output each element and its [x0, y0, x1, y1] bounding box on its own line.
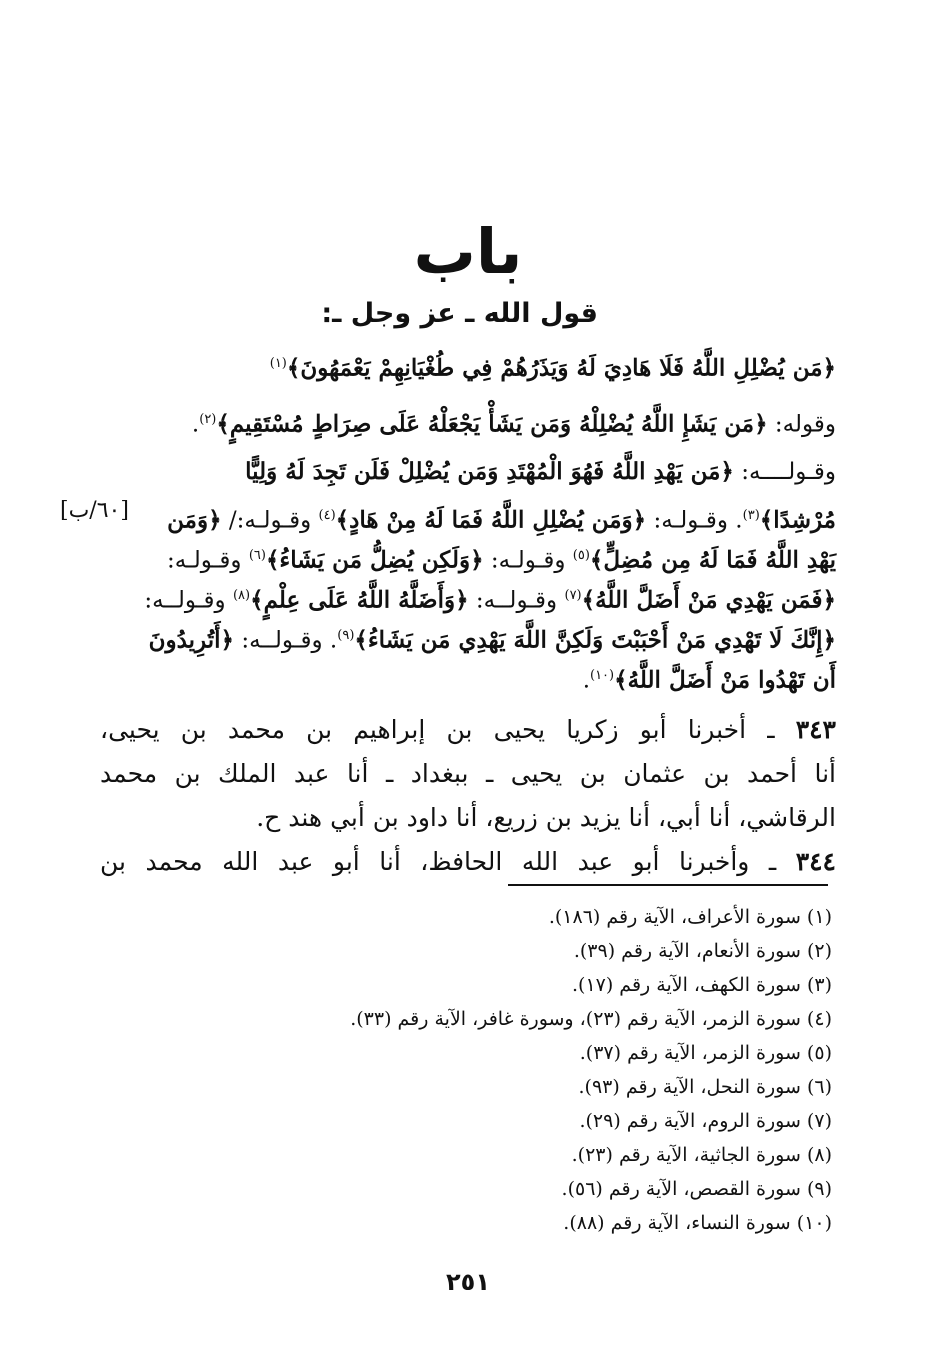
hadith-line: أنا أحمد بن عثمان بن يحيى ـ ببغداد ـ أنا عبد الملك بن محمد — [100, 759, 836, 788]
quran-verse: ﴿أَتُرِيدُونَ — [148, 626, 235, 654]
footnote: (٤) سورة الزمر، الآية رقم (٢٣)، وسورة غافر، الآية رقم (٣٣). — [350, 1008, 832, 1030]
footnote-marker: (٧) — [564, 588, 582, 603]
hadith-text: ـ أخبرنا أبو زكريا يحيى بن إبراهيم بن محمد بن يحيى، — [100, 715, 796, 744]
footnote-marker: (٢) — [199, 412, 217, 427]
quran-verse: يَهْدِ اللَّهُ فَمَا لَهُ مِن مُضِلٍّ﴾ — [589, 546, 836, 574]
verse-line — [100, 616, 836, 661]
footnote: (٢) سورة الأنعام، الآية رقم (٣٩). — [573, 940, 832, 962]
footnote-separator — [508, 884, 828, 886]
verse-line — [100, 400, 836, 445]
footnote: (٦) سورة النحل، الآية رقم (٩٣). — [578, 1076, 832, 1098]
footnote-marker: (٩) — [337, 628, 355, 643]
footnote: (٩) سورة القصص، الآية رقم (٥٦). — [561, 1178, 832, 1200]
footnote-marker: (٦) — [248, 548, 266, 563]
footnote-marker: (٨) — [232, 588, 251, 603]
quran-verse: ﴿وَمَن يُضْلِلِ اللَّهُ فَمَا لَهُ مِنْ هَادٍ﴾ — [335, 506, 647, 534]
quran-verse: أَن تَهْدُوا مَنْ أَضَلَّ اللَّهُ﴾ — [614, 666, 836, 694]
verse-line — [100, 656, 836, 701]
hadith-line: الرقاشي، أنا أبي، أنا يزيد بن زريع، أنا داود بن أبي هند ح. — [256, 803, 836, 832]
verse-intro: وقـولـه: — [166, 547, 249, 574]
footnote-marker: (٤) — [318, 508, 336, 523]
verse-intro: وقـولــه: — [468, 587, 565, 614]
quran-verse: ﴿فَمَن يَهْدِي مَنْ أَضَلَّ اللَّهُ﴾ — [581, 586, 836, 614]
punctuation: . — [191, 411, 200, 438]
quran-verse: ﴿وَمَن — [167, 506, 222, 534]
footnote-marker: (١٠) — [590, 668, 615, 683]
verse-intro: وقـولــه: — [144, 587, 233, 614]
verse-line — [100, 576, 836, 621]
page-number: ٢٥١ — [446, 1268, 490, 1296]
verse-intro: وقـولــــه: — [733, 459, 836, 485]
footnote-marker: (٥) — [572, 548, 590, 563]
chapter-subtitle: قول الله ـ عز وجل ـ: — [321, 298, 598, 329]
verse-line — [100, 496, 836, 541]
footnote-marker: (٣) — [742, 508, 760, 523]
verse-line — [100, 344, 836, 389]
footnote: (١٠) سورة النساء، الآية رقم (٨٨). — [563, 1212, 832, 1234]
verse-intro: وقـولـه: — [483, 547, 573, 574]
hadith-line — [100, 708, 836, 752]
footnote: (٣) سورة الكهف، الآية رقم (١٧). — [571, 974, 832, 996]
hadith-number: ٣٤٣ — [795, 715, 836, 744]
quran-verse: مُرْشِدًا﴾ — [759, 506, 836, 534]
hadith-number: ٣٤٤ — [795, 847, 836, 876]
chapter-title: باب — [413, 215, 523, 288]
verse-line — [100, 536, 836, 581]
quran-verse: ﴿مَن يُضْلِلِ اللَّهُ فَلَا هَادِيَ لَهُ وَيَذَرُهُمْ فِي طُغْيَانِهِمْ يَعْمَهُونَ﴾ — [286, 354, 836, 382]
quran-verse: ﴿إِنَّكَ لَا تَهْدِي مَنْ أَحْبَبْتَ وَلَكِنَّ اللَّهَ يَهْدِي مَن يَشَاءُ﴾ — [354, 626, 836, 654]
verse-intro: وقـولـه:/ — [221, 507, 319, 534]
quran-verse: ﴿مَن يَهْدِ اللَّهُ فَهُوَ الْمُهْتَدِ وَمَن يُضْلِلْ فَلَن تَجِدَ لَهُ وَلِيًّا — [245, 458, 734, 485]
footnote: (١) سورة الأعراف، الآية رقم (١٨٦). — [548, 906, 832, 928]
quran-verse: ﴿وَلَكِن يُضِلُّ مَن يَشَاءُ﴾ — [265, 546, 484, 574]
footnotes-list — [132, 900, 832, 1240]
footnote: (٨) سورة الجاثية، الآية رقم (٢٣). — [571, 1144, 832, 1166]
footnote-marker: (١) — [269, 356, 287, 371]
punctuation: . — [582, 667, 590, 694]
verse-intro: . وقـولــه: — [234, 627, 338, 654]
quran-verse: ﴿مَن يَشَإِ اللَّهُ يُضْلِلْهُ وَمَن يَشَأْ يَجْعَلْهُ عَلَى صِرَاطٍ مُسْتَقِيمٍ﴾ — [216, 410, 768, 438]
footnote: (٧) سورة الروم، الآية رقم (٢٩). — [579, 1110, 832, 1132]
footnote: (٥) سورة الزمر، الآية رقم (٣٧). — [579, 1042, 832, 1064]
verse-line — [100, 452, 836, 492]
quran-verse: ﴿وَأَضَلَّهُ اللَّهُ عَلَى عِلْمٍ﴾ — [250, 586, 469, 614]
hadith-text: ـ وأخبرنا أبو عبد الله الحافظ، أنا أبو عبد الله محمد بن — [100, 847, 796, 876]
manuscript-folio-marker: [٦٠/ب] — [60, 498, 129, 523]
verse-intro: . وقـولـه: — [646, 507, 743, 534]
hadith-line — [100, 840, 836, 884]
verse-intro: وقوله: — [767, 411, 836, 438]
